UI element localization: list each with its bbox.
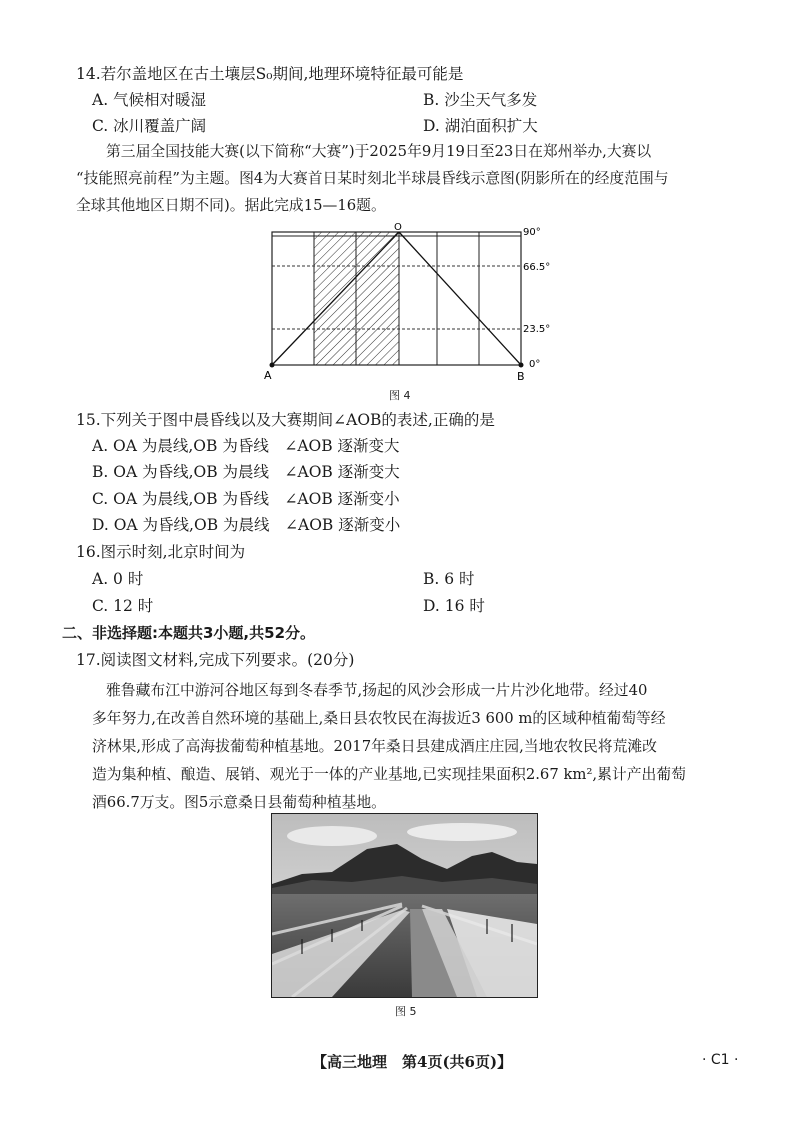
- q14-stem: 14.若尔盖地区在古土壤层S₀期间,地理环境特征最可能是: [76, 65, 464, 83]
- q16-option-d: D. 16 时: [423, 597, 485, 615]
- q14-option-c: C. 冰川覆盖广阔: [92, 117, 207, 135]
- point-b: [519, 363, 524, 368]
- q17-para-line-2: 多年努力,在改善自然环境的基础上,桑日县农牧民在海拔近3 600 m的区域种植葡萄等经: [92, 710, 666, 727]
- q15-option-d: D. OA 为昏线,OB 为晨线 ∠AOB 逐渐变小: [92, 516, 401, 534]
- q15-stem: 15.下列关于图中晨昏线以及大赛期间∠AOB的表述,正确的是: [76, 411, 495, 429]
- q16-stem: 16.图示时刻,北京时间为: [76, 543, 246, 561]
- q17-para-line-3: 济林果,形成了高海拔葡萄种植基地。2017年桑日县建成酒庄庄园,当地农牧民将荒滩改: [92, 738, 657, 755]
- figure-4-diagram: [255, 222, 555, 387]
- intro-line-2: “技能照亮前程”为主题。图4为大赛首日某时刻北半球晨昏线示意图(阴影所在的经度范围与: [76, 170, 669, 187]
- section-2-heading: 二、非选择题:本题共3小题,共52分。: [62, 624, 316, 642]
- label-b: B: [517, 370, 525, 383]
- q14-option-a: A. 气候相对暖湿: [92, 91, 207, 109]
- label-a: A: [264, 369, 272, 382]
- figure-5-photo: [271, 813, 538, 998]
- intro-line-1: 第三届全国技能大赛(以下简称“大赛”)于2025年9月19日至23日在郑州举办,大赛以: [106, 143, 652, 160]
- q16-option-b: B. 6 时: [423, 570, 475, 588]
- point-a: [270, 363, 275, 368]
- q17-stem: 17.阅读图文材料,完成下列要求。(20分): [76, 651, 355, 669]
- q16-option-a: A. 0 时: [92, 570, 144, 588]
- q14-option-b: B. 沙尘天气多发: [423, 91, 538, 109]
- label-lat-235: 23.5°: [523, 324, 551, 335]
- q14-option-d: D. 湖泊面积扩大: [423, 117, 538, 135]
- figure-5-caption: 图 5: [395, 1005, 417, 1018]
- label-lat-0: 0°: [529, 359, 541, 370]
- figure-4-caption: 图 4: [389, 389, 411, 402]
- label-lat-90: 90°: [523, 227, 541, 238]
- q17-para-line-5: 酒66.7万支。图5示意桑日县葡萄种植基地。: [92, 794, 386, 811]
- q15-option-b: B. OA 为昏线,OB 为晨线 ∠AOB 逐渐变大: [92, 463, 400, 481]
- label-lat-665: 66.5°: [523, 262, 551, 273]
- q15-option-a: A. OA 为晨线,OB 为昏线 ∠AOB 逐渐变大: [92, 437, 400, 455]
- vineyard-landscape-image: [272, 814, 537, 997]
- intro-line-3: 全球其他地区日期不同)。据此完成15—16题。: [76, 197, 386, 214]
- q17-para-line-4: 造为集种植、酿造、展销、观光于一体的产业基地,已实现挂果面积2.67 km²,累计产出葡萄: [92, 766, 686, 783]
- q17-para-line-1: 雅鲁藏布江中游河谷地区每到冬春季节,扬起的风沙会形成一片片沙化地带。经过40: [106, 682, 648, 699]
- q15-option-c: C. OA 为晨线,OB 为昏线 ∠AOB 逐渐变小: [92, 490, 400, 508]
- footer-paper-code: · C1 ·: [702, 1052, 739, 1068]
- footer-page-title: 【高三地理 第4页(共6页)】: [312, 1053, 513, 1071]
- line-ob: [399, 232, 521, 365]
- label-o: O: [394, 222, 402, 233]
- q16-option-c: C. 12 时: [92, 597, 154, 615]
